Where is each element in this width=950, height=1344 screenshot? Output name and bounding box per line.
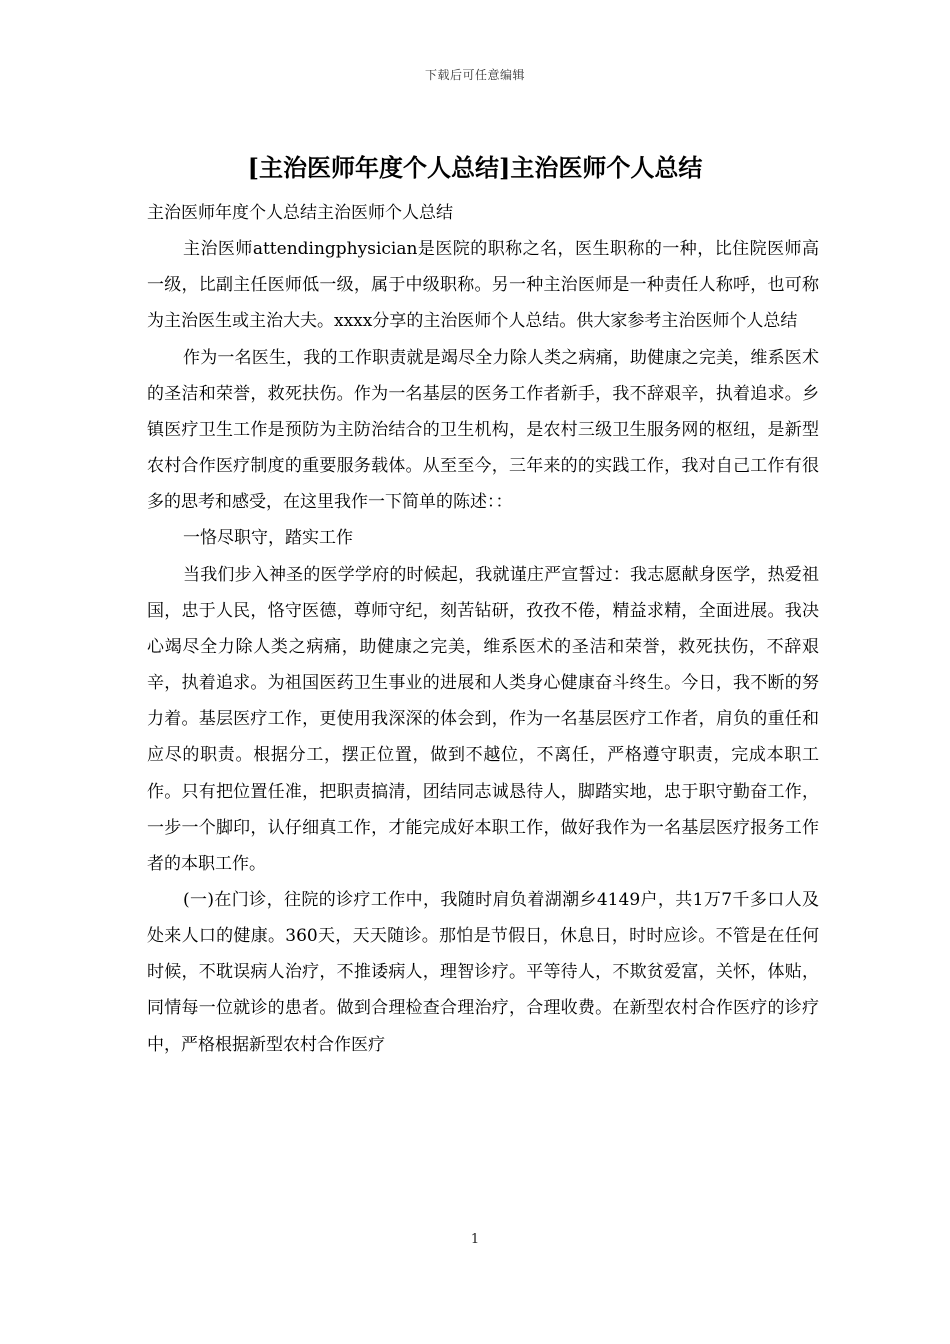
body-paragraph: (一)在门诊，往院的诊疗工作中，我随时肩负着湖潮乡4149户，共1万7千多口人及处来人口的健康。360天，天天随诊。那怕是节假日，休息日，时时应诊。不管是在任何时候，不耽误病人治疗，不推诿病人，理智诊疗。平等待人，不欺贫爱富，关怀，体贴，同情每一位就诊的患者。做到合理检查合理治疗，合理收费。在新型农村合作医疗的诊疗中，严格根据新型农村合作医疗 — [147, 889, 819, 1055]
document-body — [147, 195, 819, 1063]
subtitle-paragraph: 主治医师年度个人总结主治医师个人总结 — [147, 203, 453, 223]
document-title: [主治医师年度个人总结]主治医师个人总结 — [247, 153, 703, 182]
header-note: 下载后可任意编辑 — [424, 68, 525, 82]
body-paragraph: 主治医师attendingphysician是医院的职称之名，医生职称的一种，比住院医师高一级，比副主任医师低一级，属于中级职称。另一种主治医师是一种责任人称呼，也可称为主治医生或主治大夫。xxxx分享的主治医师个人总结。供大家参考主治医师个人总结 — [147, 239, 819, 332]
section-heading: 一恪尽职守，踏实工作 — [183, 528, 353, 549]
body-paragraph: 作为一名医生，我的工作职责就是竭尽全力除人类之病痛，助健康之完美，维系医术的圣洁和荣誉，救死扶伤。作为一名基层的医务工作者新手，我不辞艰辛，执着追求。乡镇医疗卫生工作是预防为主防治结合的卫生机构，是农村三级卫生服务网的枢纽，是新型农村合作医疗制度的重要服务载体。从至至今，三年来的的实践工作，我对自己工作有很多的思考和感受，在这里我作一下简单的陈述：： — [147, 347, 819, 513]
body-paragraph: 当我们步入神圣的医学学府的时候起，我就谨庄严宣誓过：我志愿献身医学，热爱祖国，忠于人民，恪守医德，尊师守纪，刻苦钻研，孜孜不倦，精益求精，全面进展。我决心竭尽全力除人类之病痛，助健康之完美，维系医术的圣洁和荣誉，救死扶伤，不辞艰辛，执着追求。为祖国医药卫生事业的进展和人类身心健康奋斗终生。今日，我不断的努力着。基层医疗工作，更使用我深深的体会到，作为一名基层医疗工作者，肩负的重任和应尽的职责。根据分工，摆正位置，做到不越位，不离任，严格遵守职责，完成本职工作。只有把位置任准，把职责搞清，团结同志诚恳待人，脚踏实地，忠于职守勤奋工作，一步一个脚印，认仔细真工作，才能完成好本职工作，做好我作为一名基层医疗报务工作者的本职工作。 — [147, 564, 819, 874]
page-number: 1 — [470, 1232, 480, 1247]
